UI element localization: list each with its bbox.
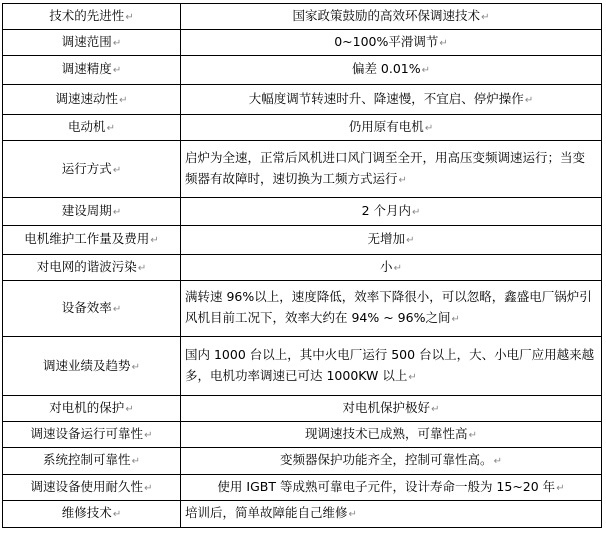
row-label-cell [3,84,181,115]
table-row [3,280,602,337]
row-value: 变频器保护功能齐全，控制可靠性高。 [280,452,493,468]
row-label-cell [3,115,181,141]
paragraph-mark: ↵ [468,430,477,442]
paragraph-mark: ↵ [393,262,402,274]
paragraph-mark: ↵ [144,482,153,494]
paragraph-mark: ↵ [144,430,153,442]
row-value: 国内 1000 台以上，其中火电厂运行 500 台以上，大、小电厂应用越来越多，电机功率调速已可达 1000KW 以上 [185,347,595,384]
paragraph-mark: ↵ [106,123,115,135]
row-label-cell [3,396,181,422]
row-value: 对电机保护极好 [342,400,431,416]
row-value-cell [181,141,602,198]
row-value: 启炉为全速，正常后风机进口风门调至全开，用高压变频调速运行；当变频器有故障时，速切换为工频方式运行 [185,150,586,187]
row-value-cell [181,280,602,337]
table-row [3,500,602,527]
table-body [3,4,602,528]
row-value-cell [181,197,602,225]
paragraph-mark: ↵ [112,207,122,219]
table-row [3,254,602,280]
row-value-cell [181,226,602,254]
row-value: 仍用原有电机 [348,119,424,135]
row-label: 调速业绩及趋势 [43,357,131,373]
row-label-cell [3,280,181,337]
row-value-cell [181,254,602,280]
paragraph-mark: ↵ [451,314,460,326]
row-label: 对电网的谐波污染 [36,258,137,274]
paragraph-mark: ↵ [439,38,448,50]
row-label-cell [3,254,181,280]
paragraph-mark: ↵ [398,175,407,187]
row-value-cell [181,115,602,141]
table-row [3,474,602,500]
row-label: 调速速动性 [55,90,119,106]
paragraph-mark: ↵ [524,94,534,106]
row-value: 使用 IGBT 等成熟可靠电子元件，设计寿命一般为 15~20 年 [217,478,556,494]
row-label: 调速设备运行可靠性 [30,426,144,442]
table-row [3,115,602,141]
row-value: 2 个月内 [361,203,412,219]
row-label-cell [3,337,181,396]
paragraph-mark: ↵ [424,123,434,135]
row-label-cell [3,226,181,254]
table-row [3,396,602,422]
paragraph-mark: ↵ [412,207,421,219]
row-value-cell [181,56,602,84]
row-value-cell [181,448,602,474]
row-value-cell [181,84,602,115]
paragraph-mark: ↵ [150,235,159,247]
paragraph-mark: ↵ [131,456,140,468]
paragraph-mark: ↵ [119,94,128,106]
table-row [3,226,602,254]
row-label: 调速精度 [61,61,112,77]
row-label-cell [3,30,181,56]
paragraph-mark: ↵ [421,65,431,77]
paragraph-mark: ↵ [348,509,357,521]
table-row [3,141,602,198]
paragraph-mark: ↵ [131,361,140,373]
row-label-cell [3,56,181,84]
table-row [3,4,602,30]
paragraph-mark: ↵ [556,482,565,494]
paragraph-mark: ↵ [112,303,122,315]
row-label-cell [3,500,181,527]
table-row [3,422,602,448]
table-row [3,56,602,84]
row-value-cell [181,337,602,396]
row-label-cell [3,141,181,198]
row-label: 对电机的保护 [49,400,125,416]
row-value-cell [181,396,602,422]
paragraph-mark: ↵ [112,164,122,176]
row-label: 系统控制可靠性 [43,452,131,468]
paragraph-mark: ↵ [125,12,134,24]
row-value-cell [181,500,602,527]
paragraph-mark: ↵ [112,509,122,521]
row-label-cell [3,448,181,474]
paragraph-mark: ↵ [137,262,147,274]
row-value: 0~100%平滑调节 [334,34,439,50]
row-value: 满转速 96%以上，速度降低，效率下降很小，可以忽略，鑫盛电厂锅炉引风机目前工况下，效率大约在 94% ~ 96%之间 [185,289,592,326]
row-value: 大幅度调节转速时升、降速慢，不宜启、停炉操作 [248,90,524,106]
table-row [3,30,602,56]
row-value: 小 [380,258,393,274]
comparison-table [2,3,602,528]
row-value: 培训后，简单故障能自己维修 [185,505,348,521]
row-label: 设备效率 [61,299,112,315]
table-row [3,197,602,225]
paragraph-mark: ↵ [481,12,490,24]
row-value-cell [181,4,602,30]
paragraph-mark: ↵ [112,38,122,50]
row-label: 维修技术 [61,505,112,521]
row-label: 运行方式 [61,160,112,176]
row-value-cell [181,30,602,56]
row-label: 电机维护工作量及费用 [24,231,150,247]
paragraph-mark: ↵ [408,372,417,384]
row-label: 建设周期 [61,203,112,219]
table-row [3,337,602,396]
row-value: 现调速技术已成熟，可靠性高 [305,426,468,442]
row-value-cell [181,474,602,500]
row-label: 电动机 [68,119,106,135]
paragraph-mark: ↵ [431,404,440,416]
row-value: 国家政策鼓励的高效环保调速技术 [292,8,481,24]
table-row [3,84,602,115]
table-row [3,448,602,474]
row-label-cell [3,474,181,500]
paragraph-mark: ↵ [112,65,122,77]
paragraph-mark: ↵ [406,235,415,247]
row-value: 无增加 [367,231,406,247]
paragraph-mark: ↵ [493,456,502,468]
row-label-cell [3,4,181,30]
row-label-cell [3,422,181,448]
row-label: 技术的先进性 [49,8,125,24]
paragraph-mark: ↵ [125,404,134,416]
row-label: 调速设备使用耐久性 [30,478,144,494]
row-label: 调速范围 [61,34,112,50]
row-value-cell [181,422,602,448]
row-label-cell [3,197,181,225]
row-value: 偏差 0.01% [351,61,421,77]
